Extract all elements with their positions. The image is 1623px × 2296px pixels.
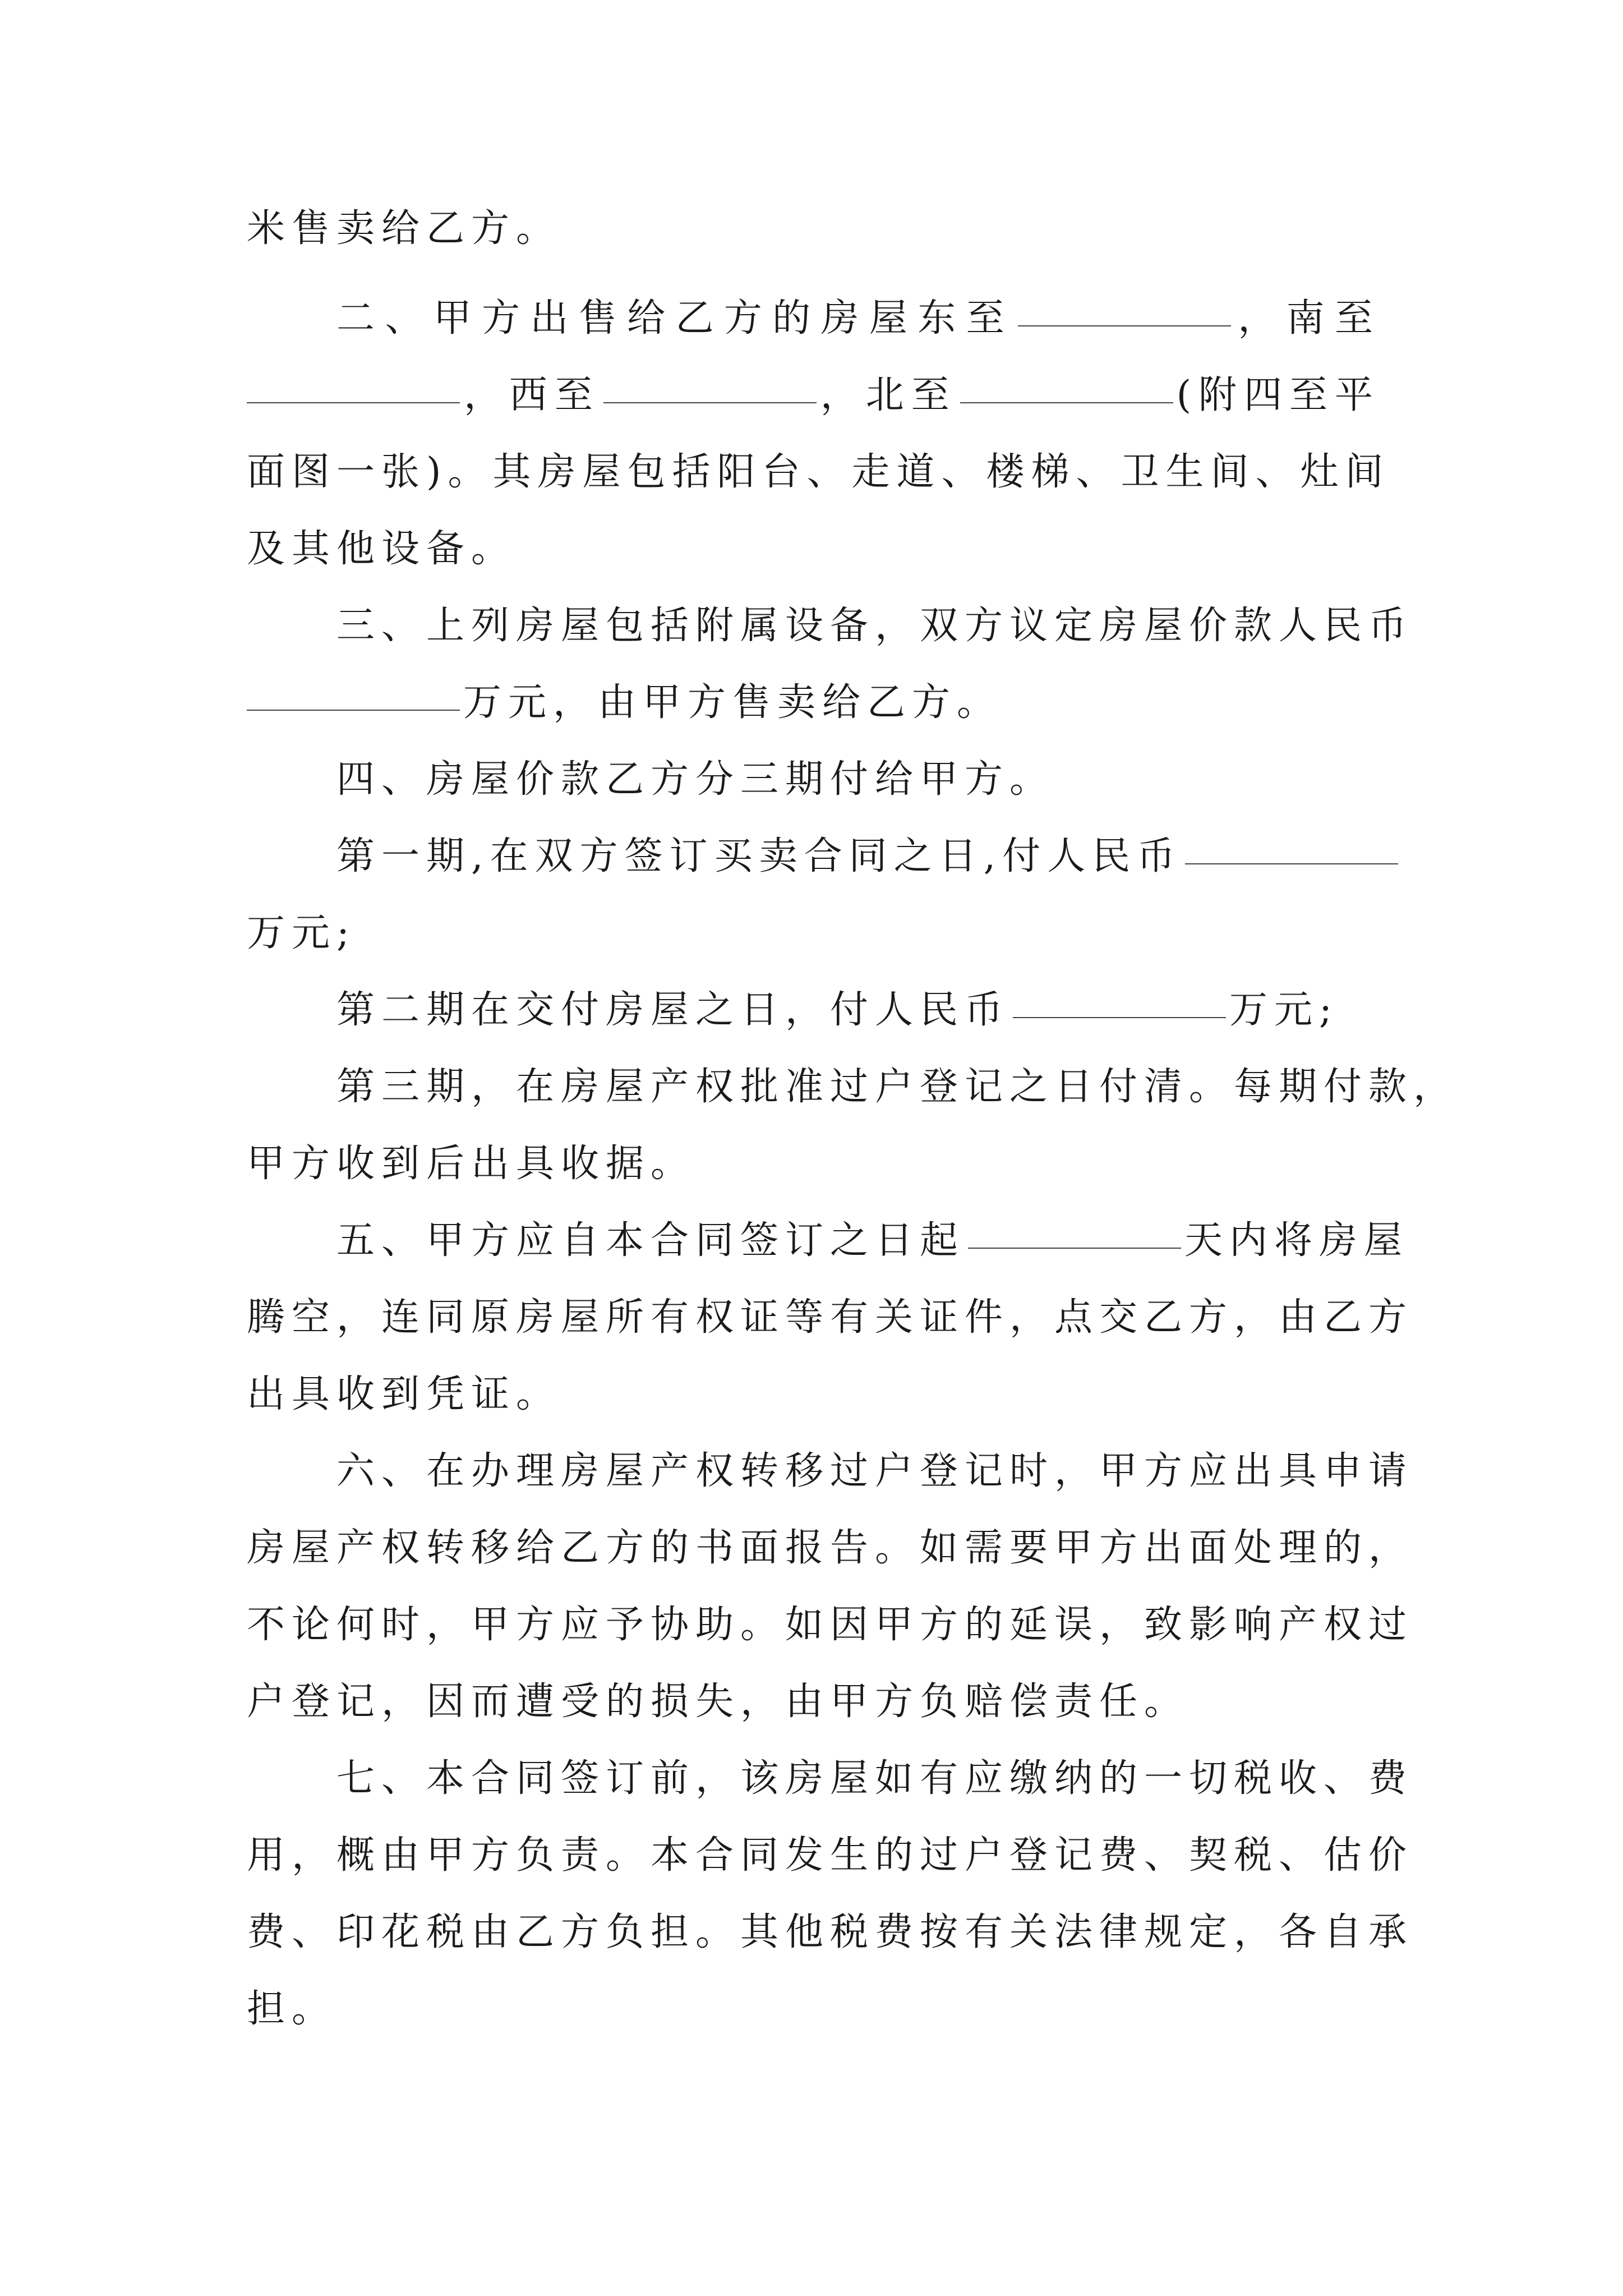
- paragraph-text: 万元;: [1229, 988, 1339, 1032]
- fill-in-blank: [1013, 978, 1226, 1018]
- installment-1-line-1: [336, 829, 1380, 885]
- paragraph-text: 五、甲方应自本合同签订之日起: [336, 1218, 965, 1263]
- paragraph-text: 房屋产权转移给乙方的书面报告。如需要甲方出面处理的，: [247, 1526, 1414, 1570]
- paragraph-text: (附四至平: [1176, 373, 1380, 417]
- clause-2-line-2: [247, 367, 1380, 424]
- installment-3-line-1: [336, 1059, 1459, 1115]
- paragraph-text: 四、房屋价款乙方分三期付给甲方。: [336, 757, 1055, 802]
- paragraph-text: 米售卖给乙方。: [247, 206, 561, 251]
- fill-in-blank: [1018, 286, 1231, 326]
- paragraph-text: ，南至: [1234, 296, 1380, 341]
- paragraph-text: 甲方收到后出具收据。: [247, 1142, 696, 1186]
- paragraph-text: 第三期，在房屋产权批准过户登记之日付清。每期付款，: [336, 1065, 1459, 1109]
- clause-6-line-3: [247, 1597, 1414, 1653]
- fill-in-blank: [247, 363, 460, 403]
- paragraph-text: ，北至: [819, 373, 957, 417]
- clause-6-line-1: [336, 1443, 1414, 1499]
- text-line: [247, 201, 1380, 257]
- clause-2-line-1: [336, 291, 1380, 347]
- paragraph-text: 用，概由甲方负责。本合同发生的过户登记费、契税、估价: [247, 1833, 1414, 1878]
- paragraph-text: 出具收到凭证。: [247, 1372, 561, 1416]
- paragraph-text: 三、上列房屋包括附属设备，双方议定房屋价款人民币: [336, 604, 1414, 648]
- clause-7-line-2: [247, 1828, 1414, 1884]
- clause-6-line-2: [247, 1520, 1414, 1576]
- clause-5-line-2: [247, 1290, 1414, 1346]
- fill-in-blank: [968, 1208, 1181, 1249]
- clause-2-line-4: [247, 521, 1380, 577]
- paragraph-text: 费、印花税由乙方负担。其他税费按有关法律规定，各自承: [247, 1910, 1414, 1954]
- paragraph-text: 七、本合同签订前，该房屋如有应缴纳的一切税收、费: [336, 1756, 1414, 1801]
- installment-3-line-2: [247, 1136, 1380, 1192]
- clause-7-line-4: [247, 1981, 1380, 2037]
- clause-7-line-3: [247, 1904, 1414, 1961]
- clause-3-line-1: [336, 598, 1414, 654]
- paragraph-text: 六、在办理房屋产权转移过户登记时，甲方应出具申请: [336, 1449, 1414, 1493]
- paragraph-text: 第一期,在双方签订买卖合同之日,付人民币: [336, 834, 1182, 878]
- installment-2-line-1: [336, 982, 1380, 1038]
- paragraph-text: 万元，由甲方售卖给乙方。: [463, 680, 1002, 725]
- paragraph-text: 面图一张)。其房屋包括阳台、走道、楼梯、卫生间、灶间: [247, 450, 1390, 494]
- paragraph-text: 户登记，因而遭受的损失，由甲方负赔偿责任。: [247, 1680, 1189, 1724]
- paragraph-text: 担。: [247, 1987, 337, 2031]
- paragraph-text: 二、甲方出售给乙方的房屋东至: [336, 296, 1015, 341]
- paragraph-text: 及其他设备。: [247, 527, 517, 571]
- fill-in-blank: [1185, 824, 1398, 864]
- clause-4-line-1: [336, 752, 1380, 808]
- paragraph-text: 不论何时，甲方应予协助。如因甲方的延误，致影响产权过: [247, 1603, 1414, 1647]
- fill-in-blank: [247, 670, 460, 711]
- fill-in-blank: [603, 363, 817, 403]
- clause-7-line-1: [336, 1751, 1414, 1807]
- paragraph-text: 第二期在交付房屋之日，付人民币: [336, 988, 1010, 1032]
- paragraph-text: 腾空，连同原房屋所有权证等有关证件，点交乙方，由乙方: [247, 1295, 1414, 1340]
- clause-6-line-4: [247, 1674, 1380, 1730]
- clause-5-line-3: [247, 1366, 1380, 1423]
- clause-2-line-3: [247, 444, 1390, 500]
- paragraph-text: ，西至: [463, 373, 600, 417]
- paragraph-text: 万元;: [247, 911, 356, 955]
- paragraph-text: 天内将房屋: [1184, 1218, 1409, 1263]
- installment-1-line-2: [247, 905, 1380, 961]
- clause-3-line-2: [247, 675, 1380, 731]
- clause-5-line-1: [336, 1213, 1409, 1269]
- fill-in-blank: [960, 363, 1173, 403]
